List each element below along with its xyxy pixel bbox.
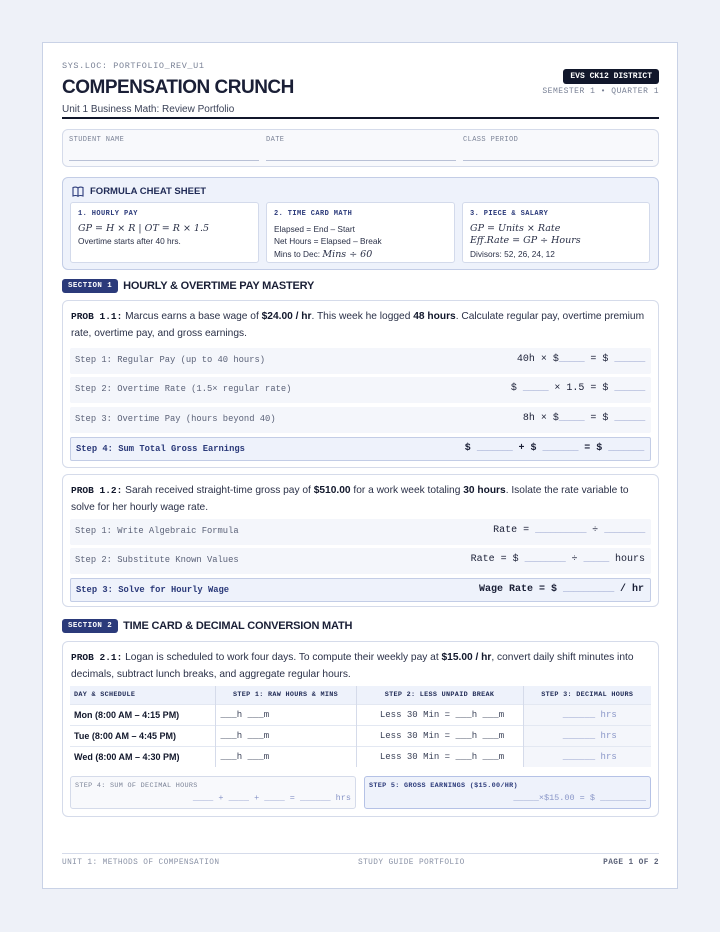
break-cell[interactable]: Less 30 Min = ___h ___m xyxy=(356,704,523,725)
formula-card-title: 3. PIECE & SALARY xyxy=(470,210,549,218)
answer-blank[interactable]: ________ xyxy=(524,554,566,564)
expr-text: / hr xyxy=(613,584,644,595)
day-cell: Tue (8:00 AM – 4:45 PM) xyxy=(70,725,215,746)
problem-text-part: , convert daily shift minutes into decimals, subtract lunch breaks, and aggregate regular hours. xyxy=(71,652,634,680)
formula-card-hourly xyxy=(70,202,259,263)
formula-card-piece-salary xyxy=(462,202,650,263)
problem-text-part: Sarah received straight-time gross pay of xyxy=(122,485,314,496)
step-row xyxy=(70,377,651,403)
step-expression xyxy=(517,354,645,365)
formula-line: GP = Units × Rate xyxy=(470,222,561,234)
answer-blank[interactable]: _______ xyxy=(476,443,513,453)
date-field[interactable] xyxy=(266,136,456,144)
raw-hours-cell[interactable]: ___h ___m xyxy=(215,704,356,725)
expr-text: ÷ xyxy=(565,554,584,565)
table-row xyxy=(70,704,651,725)
expr-text: = $ xyxy=(578,443,609,454)
footer-unit: UNIT 1: METHODS OF COMPENSATION xyxy=(62,859,220,867)
decimal-hours-cell[interactable]: ______ hrs xyxy=(523,704,651,725)
time-card-table xyxy=(70,686,651,767)
step-expression xyxy=(471,554,645,565)
problem-text-part: . Isolate the rate variable to solve for her hourly wage rate. xyxy=(71,485,629,513)
expr-text: 40h × $ xyxy=(516,354,559,365)
step-label: Step 1: Write Algebraic Formula xyxy=(75,526,239,536)
page-subtitle: Unit 1 Business Math: Review Portfolio xyxy=(62,104,235,115)
section-tag: SECTION 2 xyxy=(62,619,118,633)
day-cell: Mon (8:00 AM – 4:15 PM) xyxy=(70,704,215,725)
formula-line xyxy=(274,248,447,262)
answer-blank[interactable]: _____ xyxy=(558,354,585,364)
problem-id: PROB 1.2: xyxy=(71,485,123,496)
student-name-line[interactable] xyxy=(69,160,259,161)
raw-hours-cell[interactable]: ___h ___m xyxy=(215,725,356,746)
expr-text: Rate = $ xyxy=(470,554,525,565)
step-expression xyxy=(511,383,645,394)
problem-text xyxy=(71,650,651,683)
column-header: DAY & SCHEDULE xyxy=(70,686,215,704)
formula-line-label: Mins to Dec: xyxy=(274,248,321,259)
student-name-field[interactable] xyxy=(69,136,259,144)
expr-text: × 1.5 = $ xyxy=(548,383,615,394)
footer xyxy=(62,853,659,867)
answer-blank[interactable]: __________ xyxy=(562,584,614,594)
expr-text: Rate = xyxy=(493,525,536,536)
expr-text: hours xyxy=(608,554,645,565)
answer-blank[interactable]: ________ xyxy=(604,525,645,535)
formula-line: Overtime starts after 40 hrs. xyxy=(78,236,181,246)
step-label: Step 2: Overtime Rate (1.5× regular rate) xyxy=(75,384,292,394)
problem-text xyxy=(71,483,651,516)
problem-id: PROB 1.1: xyxy=(71,311,123,322)
table-row xyxy=(70,746,651,767)
answer-blank[interactable]: ______ xyxy=(614,413,645,423)
page-title: COMPENSATION CRUNCH xyxy=(62,77,294,98)
problem-value: $510.00 xyxy=(313,485,351,496)
student-name-label: STUDENT NAME xyxy=(69,136,125,144)
expr-text: = $ xyxy=(584,354,615,365)
gross-earnings-box[interactable] xyxy=(364,776,651,809)
step-label: Step 4: Sum Total Gross Earnings xyxy=(76,444,245,454)
answer-blank[interactable]: _______ xyxy=(608,443,644,453)
answer-blank[interactable]: ______ xyxy=(614,354,645,364)
class-period-line[interactable] xyxy=(463,160,653,161)
problem-text-part: Marcus earns a base wage of xyxy=(122,311,262,322)
section-2-heading xyxy=(62,619,352,633)
problem-text-part: . This week he logged xyxy=(311,311,414,322)
column-header: STEP 2: LESS UNPAID BREAK xyxy=(356,686,523,704)
section-title: HOURLY & OVERTIME PAY MASTERY xyxy=(123,280,315,292)
problem-value: 48 hours xyxy=(413,311,456,322)
section-1-heading xyxy=(62,279,314,293)
step-expression xyxy=(493,525,645,536)
problem-1-1 xyxy=(62,300,659,468)
step-label: Step 1: Regular Pay (up to 40 hours) xyxy=(75,355,266,365)
table-header-row xyxy=(70,686,651,704)
column-header: STEP 3: DECIMAL HOURS xyxy=(523,686,651,704)
date-label: DATE xyxy=(266,136,285,144)
problem-value: $15.00 / hr xyxy=(441,652,492,663)
formula-line: Eff.Rate = GP ÷ Hours xyxy=(470,235,581,246)
step-expression xyxy=(479,584,644,595)
formula-line: Divisors: 52, 26, 24, 12 xyxy=(470,248,555,259)
problem-id: PROB 2.1: xyxy=(71,652,123,663)
problem-text-part: . Calculate regular pay, overtime premium rate, overtime pay, and gross earnings. xyxy=(71,311,645,339)
answer-blank[interactable]: ______ xyxy=(614,383,645,393)
expr-text: + $ xyxy=(512,443,543,454)
formula-card-title: 2. TIME CARD MATH xyxy=(274,210,353,218)
break-cell[interactable]: Less 30 Min = ___h ___m xyxy=(356,746,523,767)
step-row xyxy=(70,519,651,545)
expr-text: $ xyxy=(510,383,523,394)
gross-earnings-label: STEP 5: GROSS EARNINGS ($15.00/HR) xyxy=(369,782,518,790)
footer-title: STUDY GUIDE PORTFOLIO xyxy=(358,859,465,867)
problem-1-2 xyxy=(62,474,659,607)
header xyxy=(62,61,659,119)
problem-text-part: for a work week totaling xyxy=(350,485,464,496)
formula-card-title: 1. HOURLY PAY xyxy=(78,210,138,218)
formula-heading xyxy=(72,186,206,197)
district-badge: EVS CK12 DISTRICT xyxy=(563,69,659,84)
answer-blank[interactable]: _____ xyxy=(583,554,609,564)
gross-earnings-expression[interactable]: _____×$15.00 = $ _________ xyxy=(513,793,646,803)
step-expression xyxy=(523,413,645,424)
step-row-total xyxy=(70,437,651,461)
date-line[interactable] xyxy=(266,160,456,161)
sum-expression[interactable]: ____ + ____ + ____ = ______ hrs xyxy=(192,793,351,803)
expr-text: Wage Rate = $ xyxy=(478,584,563,595)
decimal-hours-cell[interactable]: ______ hrs xyxy=(523,725,651,746)
problem-value: 30 hours xyxy=(463,485,506,496)
step-row-solve xyxy=(70,578,651,602)
step-expression xyxy=(465,443,644,454)
step-label: Step 3: Overtime Pay (hours beyond 40) xyxy=(75,414,276,424)
sum-decimal-hours-box[interactable] xyxy=(70,776,356,809)
problem-2-1 xyxy=(62,641,659,817)
step-row xyxy=(70,407,651,433)
decimal-hours-cell[interactable]: ______ hrs xyxy=(523,746,651,767)
section-title: TIME CARD & DECIMAL CONVERSION MATH xyxy=(123,620,353,632)
problem-text-part: Logan is scheduled to work four days. To compute their weekly pay at xyxy=(122,652,442,663)
problem-text xyxy=(71,309,651,342)
class-period-field[interactable] xyxy=(463,136,653,144)
problem-value: $24.00 / hr xyxy=(261,311,312,322)
formula-line: Net Hours = Elapsed – Break xyxy=(274,236,382,246)
step-label: Step 2: Substitute Known Values xyxy=(75,555,239,565)
system-location: SYS.LOC: PORTFOLIO_REV_U1 xyxy=(62,61,205,71)
formula-math: Mins ÷ 60 xyxy=(322,248,373,260)
answer-blank[interactable]: __________ xyxy=(535,525,587,535)
class-period-label: CLASS PERIOD xyxy=(463,136,519,144)
formula-card-timecard xyxy=(266,202,455,263)
formula-cheat-sheet xyxy=(62,177,659,270)
book-icon xyxy=(72,186,84,197)
raw-hours-cell[interactable]: ___h ___m xyxy=(215,746,356,767)
table-row xyxy=(70,725,651,746)
column-header: STEP 1: RAW HOURS & MINS xyxy=(215,686,356,704)
formula-line: GP = H × R | OT = R × 1.5 xyxy=(78,222,210,234)
step-row xyxy=(70,348,651,374)
student-info-box xyxy=(62,129,659,167)
expr-text: ÷ xyxy=(586,525,605,536)
expr-text: = $ xyxy=(584,413,615,424)
step-row xyxy=(70,548,651,574)
step-label: Step 3: Solve for Hourly Wage xyxy=(76,585,230,595)
answer-blank[interactable]: _____ xyxy=(558,413,585,423)
sum-label: STEP 4: SUM OF DECIMAL HOURS xyxy=(75,782,198,790)
break-cell[interactable]: Less 30 Min = ___h ___m xyxy=(356,725,523,746)
expr-text: 8h × $ xyxy=(522,413,559,424)
page-number: PAGE 1 OF 2 xyxy=(603,859,659,867)
day-cell: Wed (8:00 AM – 4:30 PM) xyxy=(70,746,215,767)
expr-text: $ xyxy=(464,443,477,454)
section-tag: SECTION 1 xyxy=(62,279,118,293)
worksheet-page xyxy=(42,42,678,889)
semester-label: SEMESTER 1 • QUARTER 1 xyxy=(542,87,659,96)
answer-blank[interactable]: _______ xyxy=(542,443,579,453)
answer-blank[interactable]: _____ xyxy=(522,383,549,393)
formula-line: Elapsed = End – Start xyxy=(274,223,355,234)
formula-title: FORMULA CHEAT SHEET xyxy=(90,186,207,197)
